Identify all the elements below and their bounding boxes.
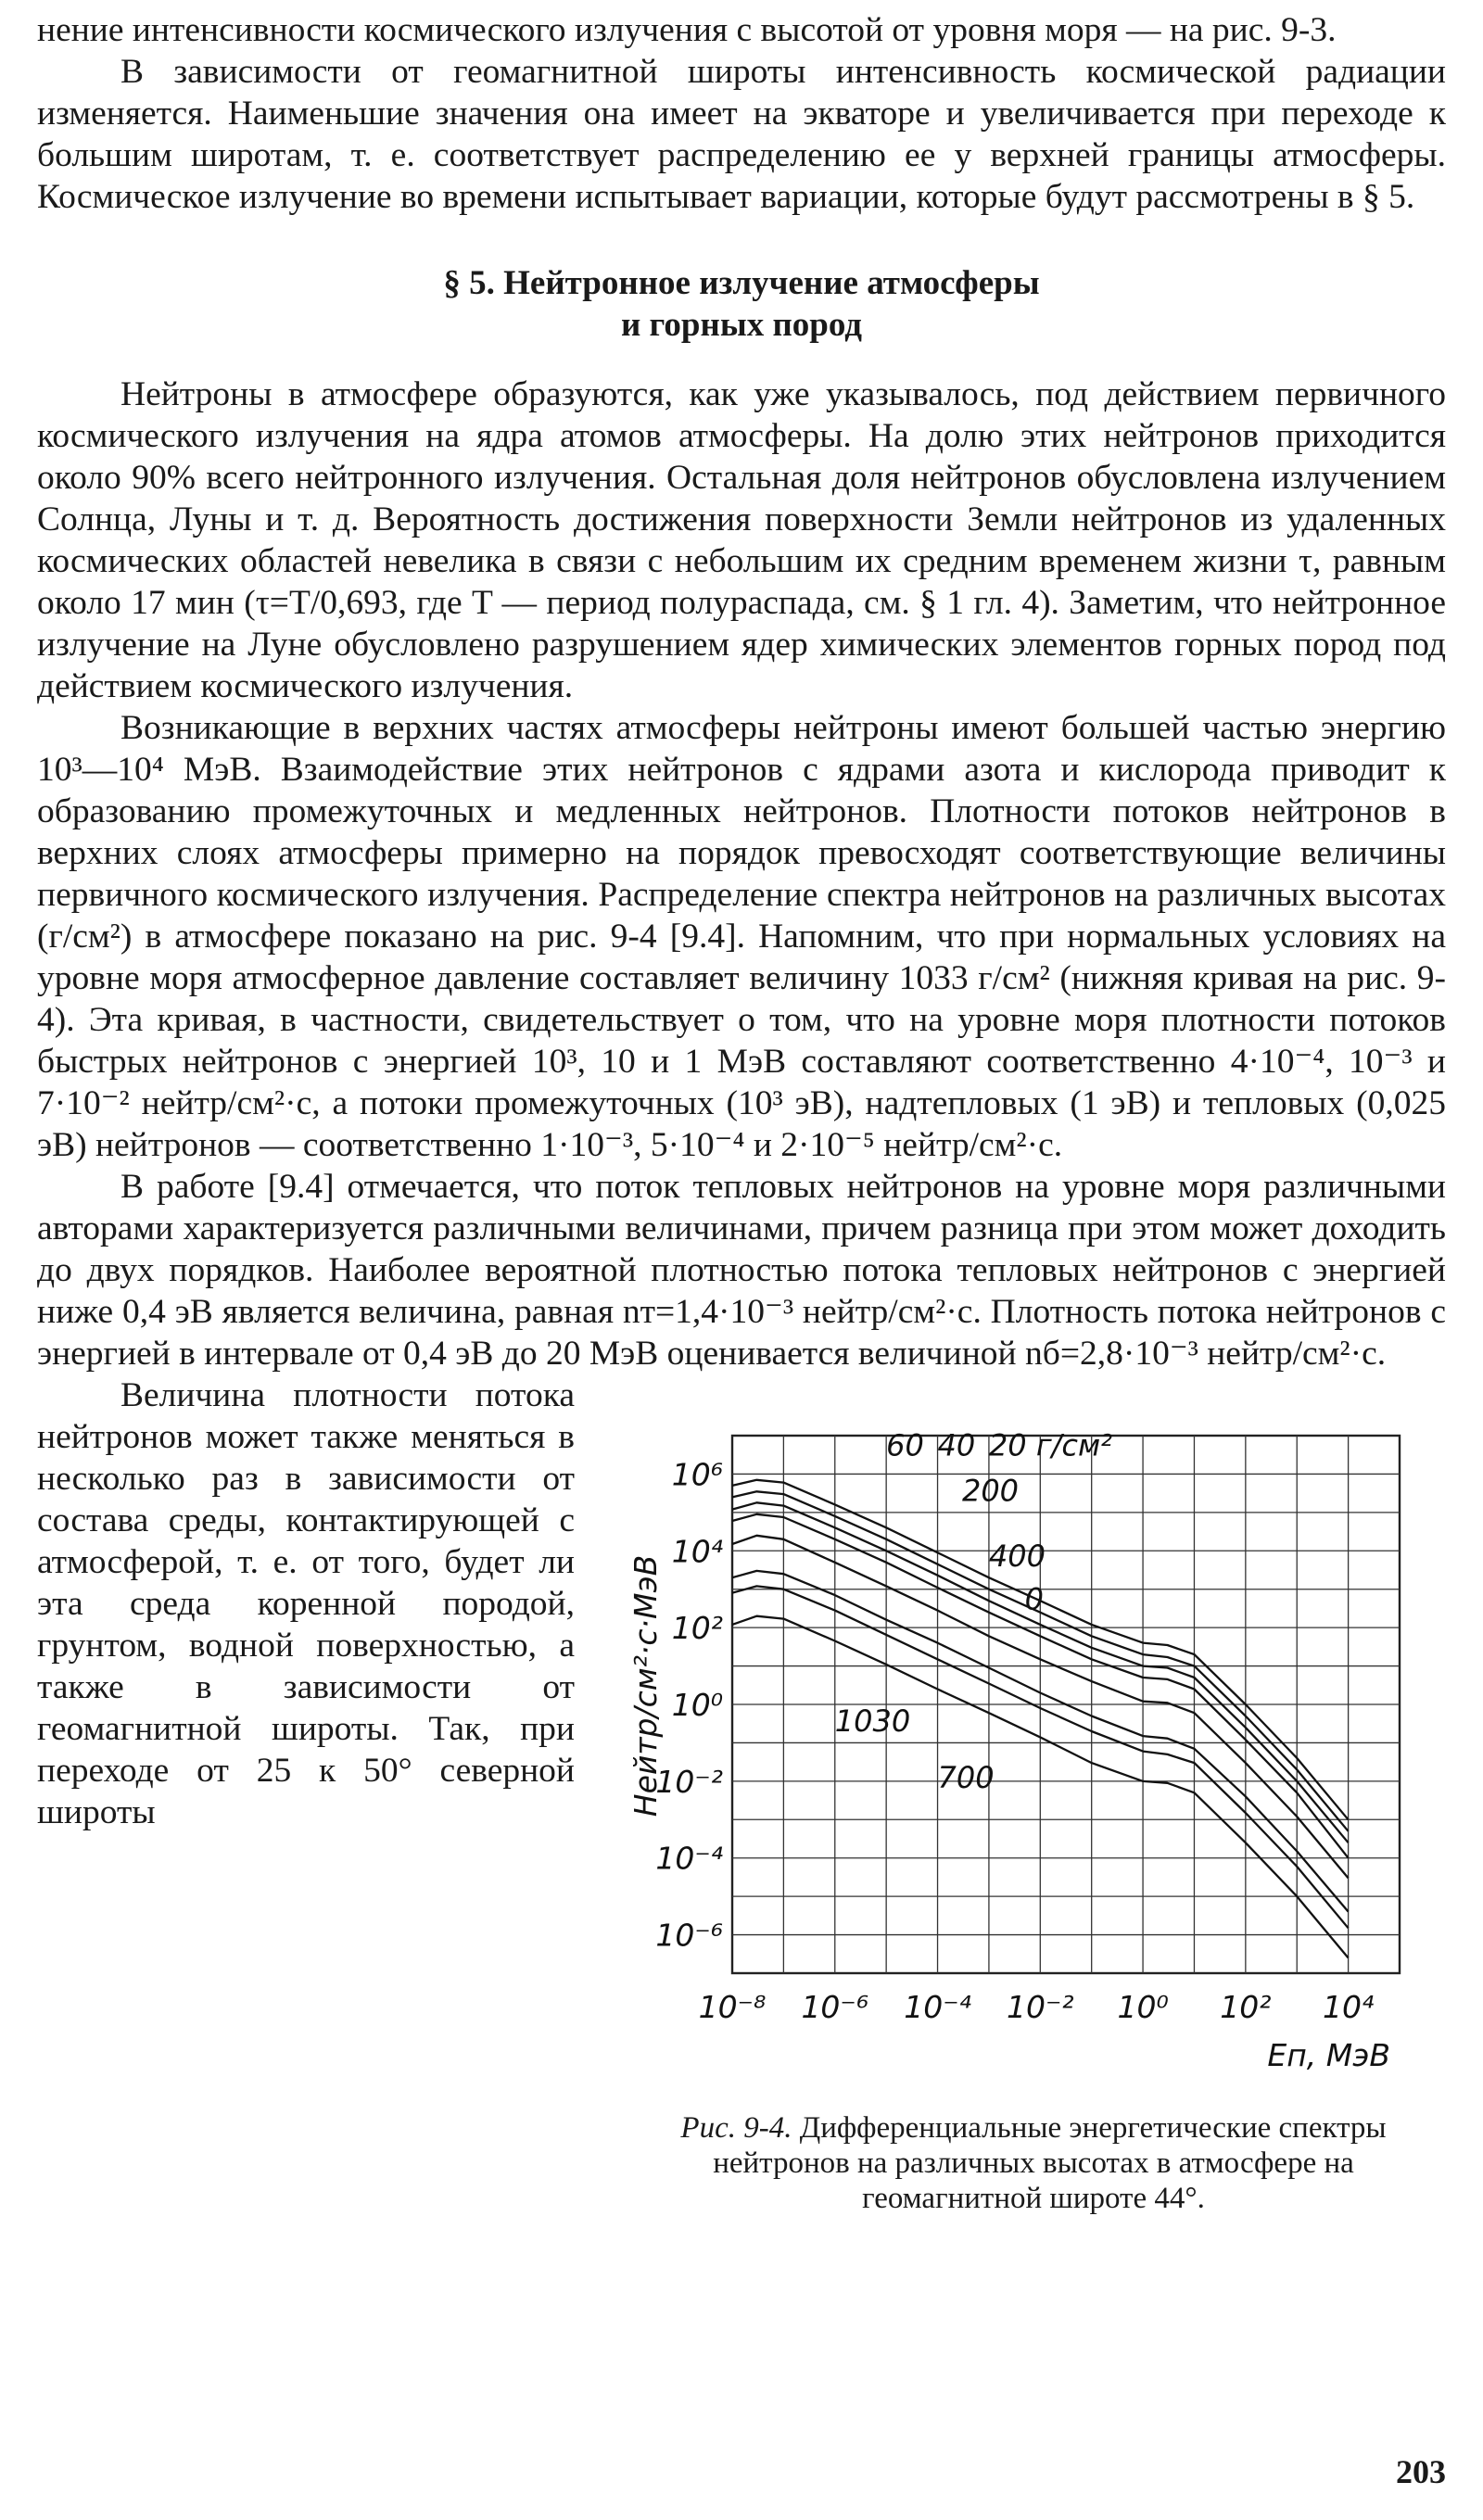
page-content [37, 9, 1446, 2216]
y-tick-label: 10⁻⁴ [655, 1840, 723, 1877]
page-number: 203 [1396, 2453, 1446, 2490]
y-tick-label: 10⁻⁶ [655, 1917, 723, 1954]
figure-caption-text: Дифференциальные энергетические спектры нейтронов на различных высотах в атмосфере на геомагнитной широте 44°. [713, 2111, 1387, 2215]
series-label-0: 60 [886, 1427, 924, 1463]
x-tick-label: 10⁰ [1117, 1989, 1169, 2025]
series-label-2: 20 г/см² [988, 1427, 1112, 1463]
paragraph-0: нение интенсивности космического излучения с высотой от уровня моря — на рис. 9-3. [37, 11, 1337, 49]
series-label-4: 400 [988, 1538, 1046, 1574]
x-tick-label: 10⁴ [1322, 1989, 1375, 2025]
y-tick-label: 10⁴ [671, 1533, 723, 1570]
section-heading-line-1: § 5. Нейтронное излучение атмосферы [443, 264, 1040, 302]
x-tick-label: 10⁻⁸ [698, 1989, 767, 2025]
y-tick-label: 10⁻² [655, 1763, 723, 1800]
y-tick-label: 10⁶ [671, 1456, 723, 1493]
figure-caption [621, 2110, 1446, 2216]
series-label-7: 1030 [834, 1703, 911, 1739]
series-label-6: 700 [937, 1760, 995, 1796]
series-label-1: 40 [937, 1427, 976, 1463]
x-axis-label: Eп, МэВ [1267, 2037, 1390, 2073]
paragraph-4: В работе [9.4] отмечается, что поток тепловых нейтронов на уровне моря различными авторами характеризуется различными величинами, причем разница при этом может доходить до двух порядков. Наиболее вероятной плотностью потока тепловых нейтронов с энергией ниже 0,4 эВ является величина, равная nт=1,4·10⁻³ нейтр/см²·с. Плотность потока нейтронов с энергией в интервале от 0,4 эВ до 20 МэВ оценивается величиной nб=2,8·10⁻³ нейтр/см²·с. [37, 1168, 1446, 1373]
x-tick-label: 10² [1220, 1989, 1272, 2025]
figure-9-4 [621, 1380, 1446, 2216]
paragraph-5: Величина плотности потока нейтронов может также меняться в несколько раз в зависимости от состава среды, контактирующей с атмосферой, т. е. от того, будет ли эта среда коренной породой, грунтом, водной поверхностью, а также в зависимости от геомагнитной широты. Так, при переходе от 25 к 50° северной широты [37, 1376, 575, 1831]
paragraph-3: Возникающие в верхних частях атмосферы нейтроны имеют большей частью энергию 10³—10⁴ МэВ. Взаимодействие этих нейтронов с ядрами азота и кислорода приводит к образованию промежуточных и медленных нейтронов. Плотности потоков нейтронов в верхних слоях атмосферы примерно на порядок превосходят соответствующие величины первичного космического излучения. Распределение спектра нейтронов на различных высотах (г/см²) в атмосфере показано на рис. 9-4 [9.4]. Напомним, что при нормальных условиях на уровне моря атмосферное давление составляет величину 1033 г/см² (нижняя кривая на рис. 9-4). Эта кривая, в частности, свидетельствует о том, что на уровне моря плотности потоков быстрых нейтронов с энергией 10³, 10 и 1 МэВ составляют соответственно 4·10⁻⁴, 10⁻³ и 7·10⁻² нейтр/см²·с, а потоки промежуточных (10³ эВ), надтепловых (1 эВ) и тепловых (0,025 эВ) нейтронов — соответственно 1·10⁻³, 5·10⁻⁴ и 2·10⁻⁵ нейтр/см²·с. [37, 709, 1446, 1164]
section-heading [37, 262, 1446, 346]
paragraph-2: Нейтроны в атмосфере образуются, как уже указывалось, под действием первичного космического излучения на ядра атомов атмосферы. На долю этих нейтронов приходится около 90% всего нейтронного излучения. Остальная доля нейтронов обусловлена излучением Солнца, Луны и т. д. Вероятность достижения поверхности Земли нейтронов из удаленных космических областей невелика в связи с небольшим их средним временем жизни τ, равным около 17 мин (τ=T/0,693, где T — период полураспада, см. § 1 гл. 4). Заметим, что нейтронное излучение на Луне обусловлено разрушением ядер химических элементов горных пород под действием космического излучения. [37, 375, 1446, 705]
series-label-3: 200 [961, 1473, 1020, 1509]
x-tick-label: 10⁻⁶ [801, 1989, 869, 2025]
x-tick-label: 10⁻⁴ [904, 1989, 971, 2025]
section-heading-line-2: и горных пород [620, 306, 863, 344]
neutron-spectra-chart [621, 1380, 1446, 2103]
x-tick-label: 10⁻² [1006, 1989, 1074, 2025]
series-label-5: 0 [1024, 1581, 1044, 1617]
paragraph-1: В зависимости от геомагнитной широты интенсивность космической радиации изменяется. Наименьшие значения она имеет на экваторе и увеличивается при переходе к большим широтам, т. е. соответствует распределению ее у верхней границы атмосферы. Космическое излучение во времени испытывает вариации, которые будут рассмотрены в § 5. [37, 53, 1446, 216]
y-axis-label: Нейтр/см²·с·МэВ [627, 1554, 664, 1817]
y-tick-label: 10² [671, 1610, 723, 1647]
figure-caption-label: Рис. 9-4. [680, 2111, 792, 2145]
y-tick-label: 10⁰ [671, 1687, 723, 1723]
